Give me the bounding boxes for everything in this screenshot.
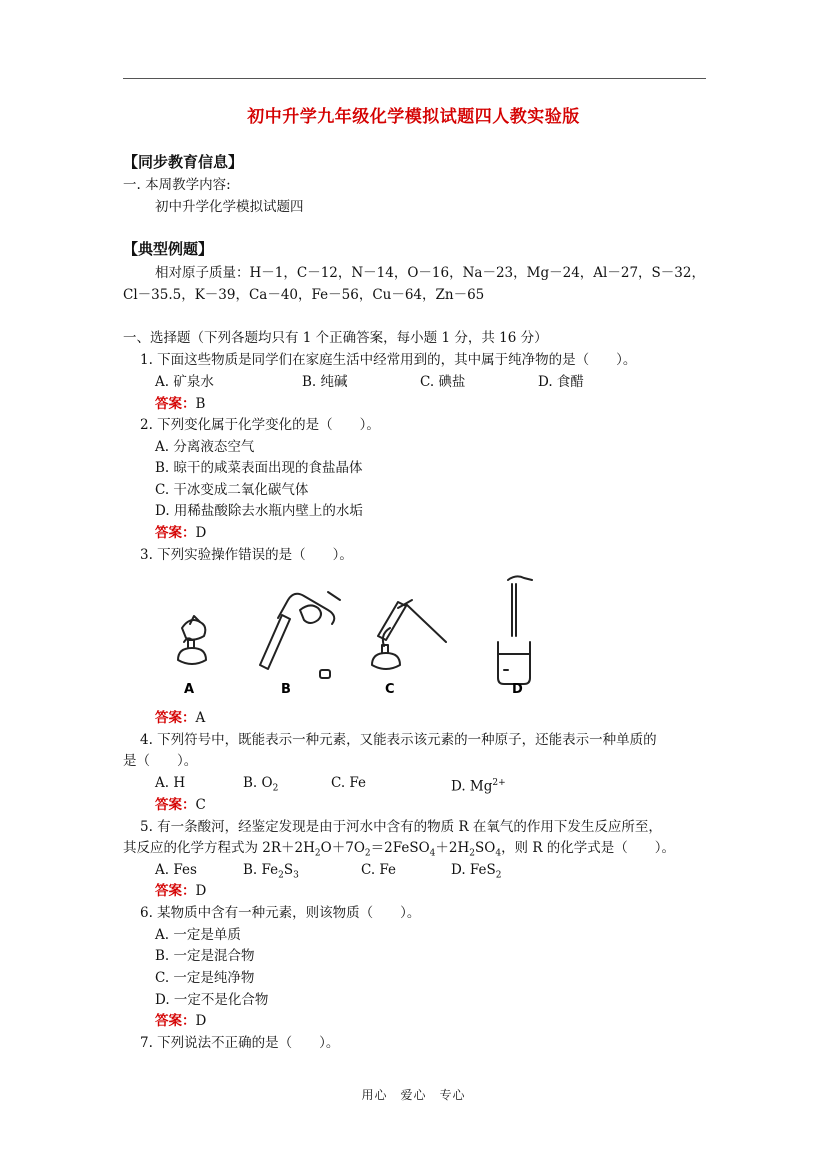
- q6-answer: [155, 1011, 206, 1031]
- q2-option-d: D. 用稀盐酸除去水瓶内壁上的水垢: [155, 503, 363, 519]
- section-sync-info: 【同步教育信息】: [123, 153, 244, 171]
- q4-option-c: C. Fe: [331, 775, 367, 791]
- q5-option-b: [243, 860, 299, 886]
- q1-option-a: A. 矿泉水: [155, 374, 214, 390]
- option-text: S: [283, 862, 294, 878]
- answer-label: 答案：: [155, 710, 196, 726]
- q1-option-d: D. 食醋: [538, 374, 584, 390]
- q6-option-b: B. 一定是混合物: [155, 948, 255, 964]
- answer-label: 答案：: [155, 525, 196, 541]
- q2-stem: 2. 下列变化属于化学变化的是（ ）。: [140, 417, 380, 433]
- lab-operations-figure: [160, 570, 550, 700]
- q1-option-c: C. 碘盐: [420, 374, 466, 390]
- subscript: 2: [364, 848, 371, 859]
- equation-part: O＋7O: [320, 840, 365, 856]
- q2-answer: [155, 523, 206, 543]
- q5-answer: [155, 881, 206, 901]
- figure-label-a: A: [184, 682, 195, 697]
- subscript: 2: [469, 848, 475, 859]
- figure-label-b: B: [281, 682, 291, 697]
- q5-option-a: A. Fes: [155, 862, 197, 878]
- q2-option-a: A. 分离液态空气: [155, 439, 255, 455]
- answer-value: D: [195, 1013, 207, 1029]
- q1-stem: 1. 下面这些物质是同学们在家庭生活中经常用到的，其中属于纯净物的是（ ）。: [140, 352, 637, 368]
- subscript: 4: [429, 848, 436, 859]
- document-title: 初中升学九年级化学模拟试题四人教实验版: [247, 107, 580, 127]
- q2-option-c: C. 干冰变成二氧化碳气体: [155, 482, 309, 498]
- q3-answer: [155, 708, 205, 728]
- subscript: 3: [293, 870, 299, 881]
- option-text: D. FeS: [451, 862, 496, 878]
- equation-part: SO: [475, 840, 496, 856]
- equation-part: ，则 R 的化学式是（ ）。: [501, 840, 676, 856]
- equation-part: 其反应的化学方程式为 2R＋2H: [123, 840, 315, 856]
- header-rule: [123, 78, 706, 79]
- answer-value: A: [195, 710, 206, 726]
- q4-option-a: A. H: [155, 775, 186, 791]
- q5-stem-line-1: 5. 有一条酸河，经鉴定发现是由于河水中含有的物质 R 在氧气的作用下发生反应所至，: [140, 819, 662, 835]
- answer-label: 答案：: [155, 883, 196, 899]
- q4-option-d: [451, 773, 506, 797]
- q1-option-b: B. 纯碱: [302, 374, 348, 390]
- answer-value: D: [195, 883, 207, 899]
- q5-option-c: C. Fe: [361, 862, 397, 878]
- option-text: B. O: [243, 775, 273, 791]
- q7-stem: 7. 下列说法不正确的是（ ）。: [140, 1035, 340, 1051]
- q4-answer: [155, 795, 206, 815]
- option-text: D. Mg: [451, 778, 493, 795]
- equation-part: ＝2FeSO: [370, 840, 430, 856]
- content-label: 一. 本周教学内容:: [123, 177, 231, 193]
- figure-label-c: C: [385, 682, 395, 697]
- content-value: 初中升学化学模拟试题四: [155, 199, 304, 215]
- q4-stem-line-1: 4. 下列符号中，既能表示一种元素，又能表示该元素的一种原子，还能表示一种单质的: [140, 732, 657, 748]
- subscript: 4: [495, 848, 502, 859]
- atomic-mass-line-2: Cl－35.5，K－39，Ca－40，Fe－56，Cu－64，Zn－65: [123, 287, 485, 303]
- q6-stem: 6. 某物质中含有一种元素，则该物质（ ）。: [140, 905, 421, 921]
- subscript: 2: [272, 783, 279, 794]
- q6-option-c: C. 一定是纯净物: [155, 970, 255, 986]
- figure-label-d: D: [512, 682, 523, 697]
- q6-option-d: D. 一定不是化合物: [155, 992, 269, 1008]
- superscript: 2+: [492, 778, 506, 788]
- answer-value: B: [195, 396, 206, 412]
- answer-label: 答案：: [155, 396, 196, 412]
- subscript: 2: [278, 870, 284, 881]
- subscript: 2: [314, 848, 321, 859]
- q2-option-b: B. 晾干的咸菜表面出现的食盐晶体: [155, 460, 363, 476]
- equation-part: ＋2H: [435, 840, 470, 856]
- section-examples: 【典型例题】: [123, 240, 214, 258]
- answer-value: C: [195, 797, 206, 813]
- option-text: B. Fe: [243, 862, 279, 878]
- subscript: 2: [495, 870, 502, 881]
- q6-option-a: A. 一定是单质: [155, 927, 241, 943]
- part-heading: 一、选择题（下列各题均只有 1 个正确答案，每小题 1 分，共 16 分）: [123, 330, 548, 346]
- q5-option-d: [451, 860, 502, 886]
- answer-label: 答案：: [155, 797, 196, 813]
- q5-stem-line-2: [123, 838, 675, 864]
- q1-answer: [155, 394, 205, 414]
- q4-option-b: [243, 773, 278, 799]
- q3-stem: 3. 下列实验操作错误的是（ ）。: [140, 547, 353, 563]
- atomic-mass-line-1: 相对原子质量：H－1，C－12，N－14，O－16，Na－23，Mg－24，Al－27，S－32，: [155, 265, 705, 281]
- answer-label: 答案：: [155, 1013, 196, 1029]
- answer-value: D: [195, 525, 207, 541]
- q4-stem-line-2: 是（ ）。: [123, 753, 198, 769]
- page-footer: 用心 爱心 专心: [361, 1088, 466, 1102]
